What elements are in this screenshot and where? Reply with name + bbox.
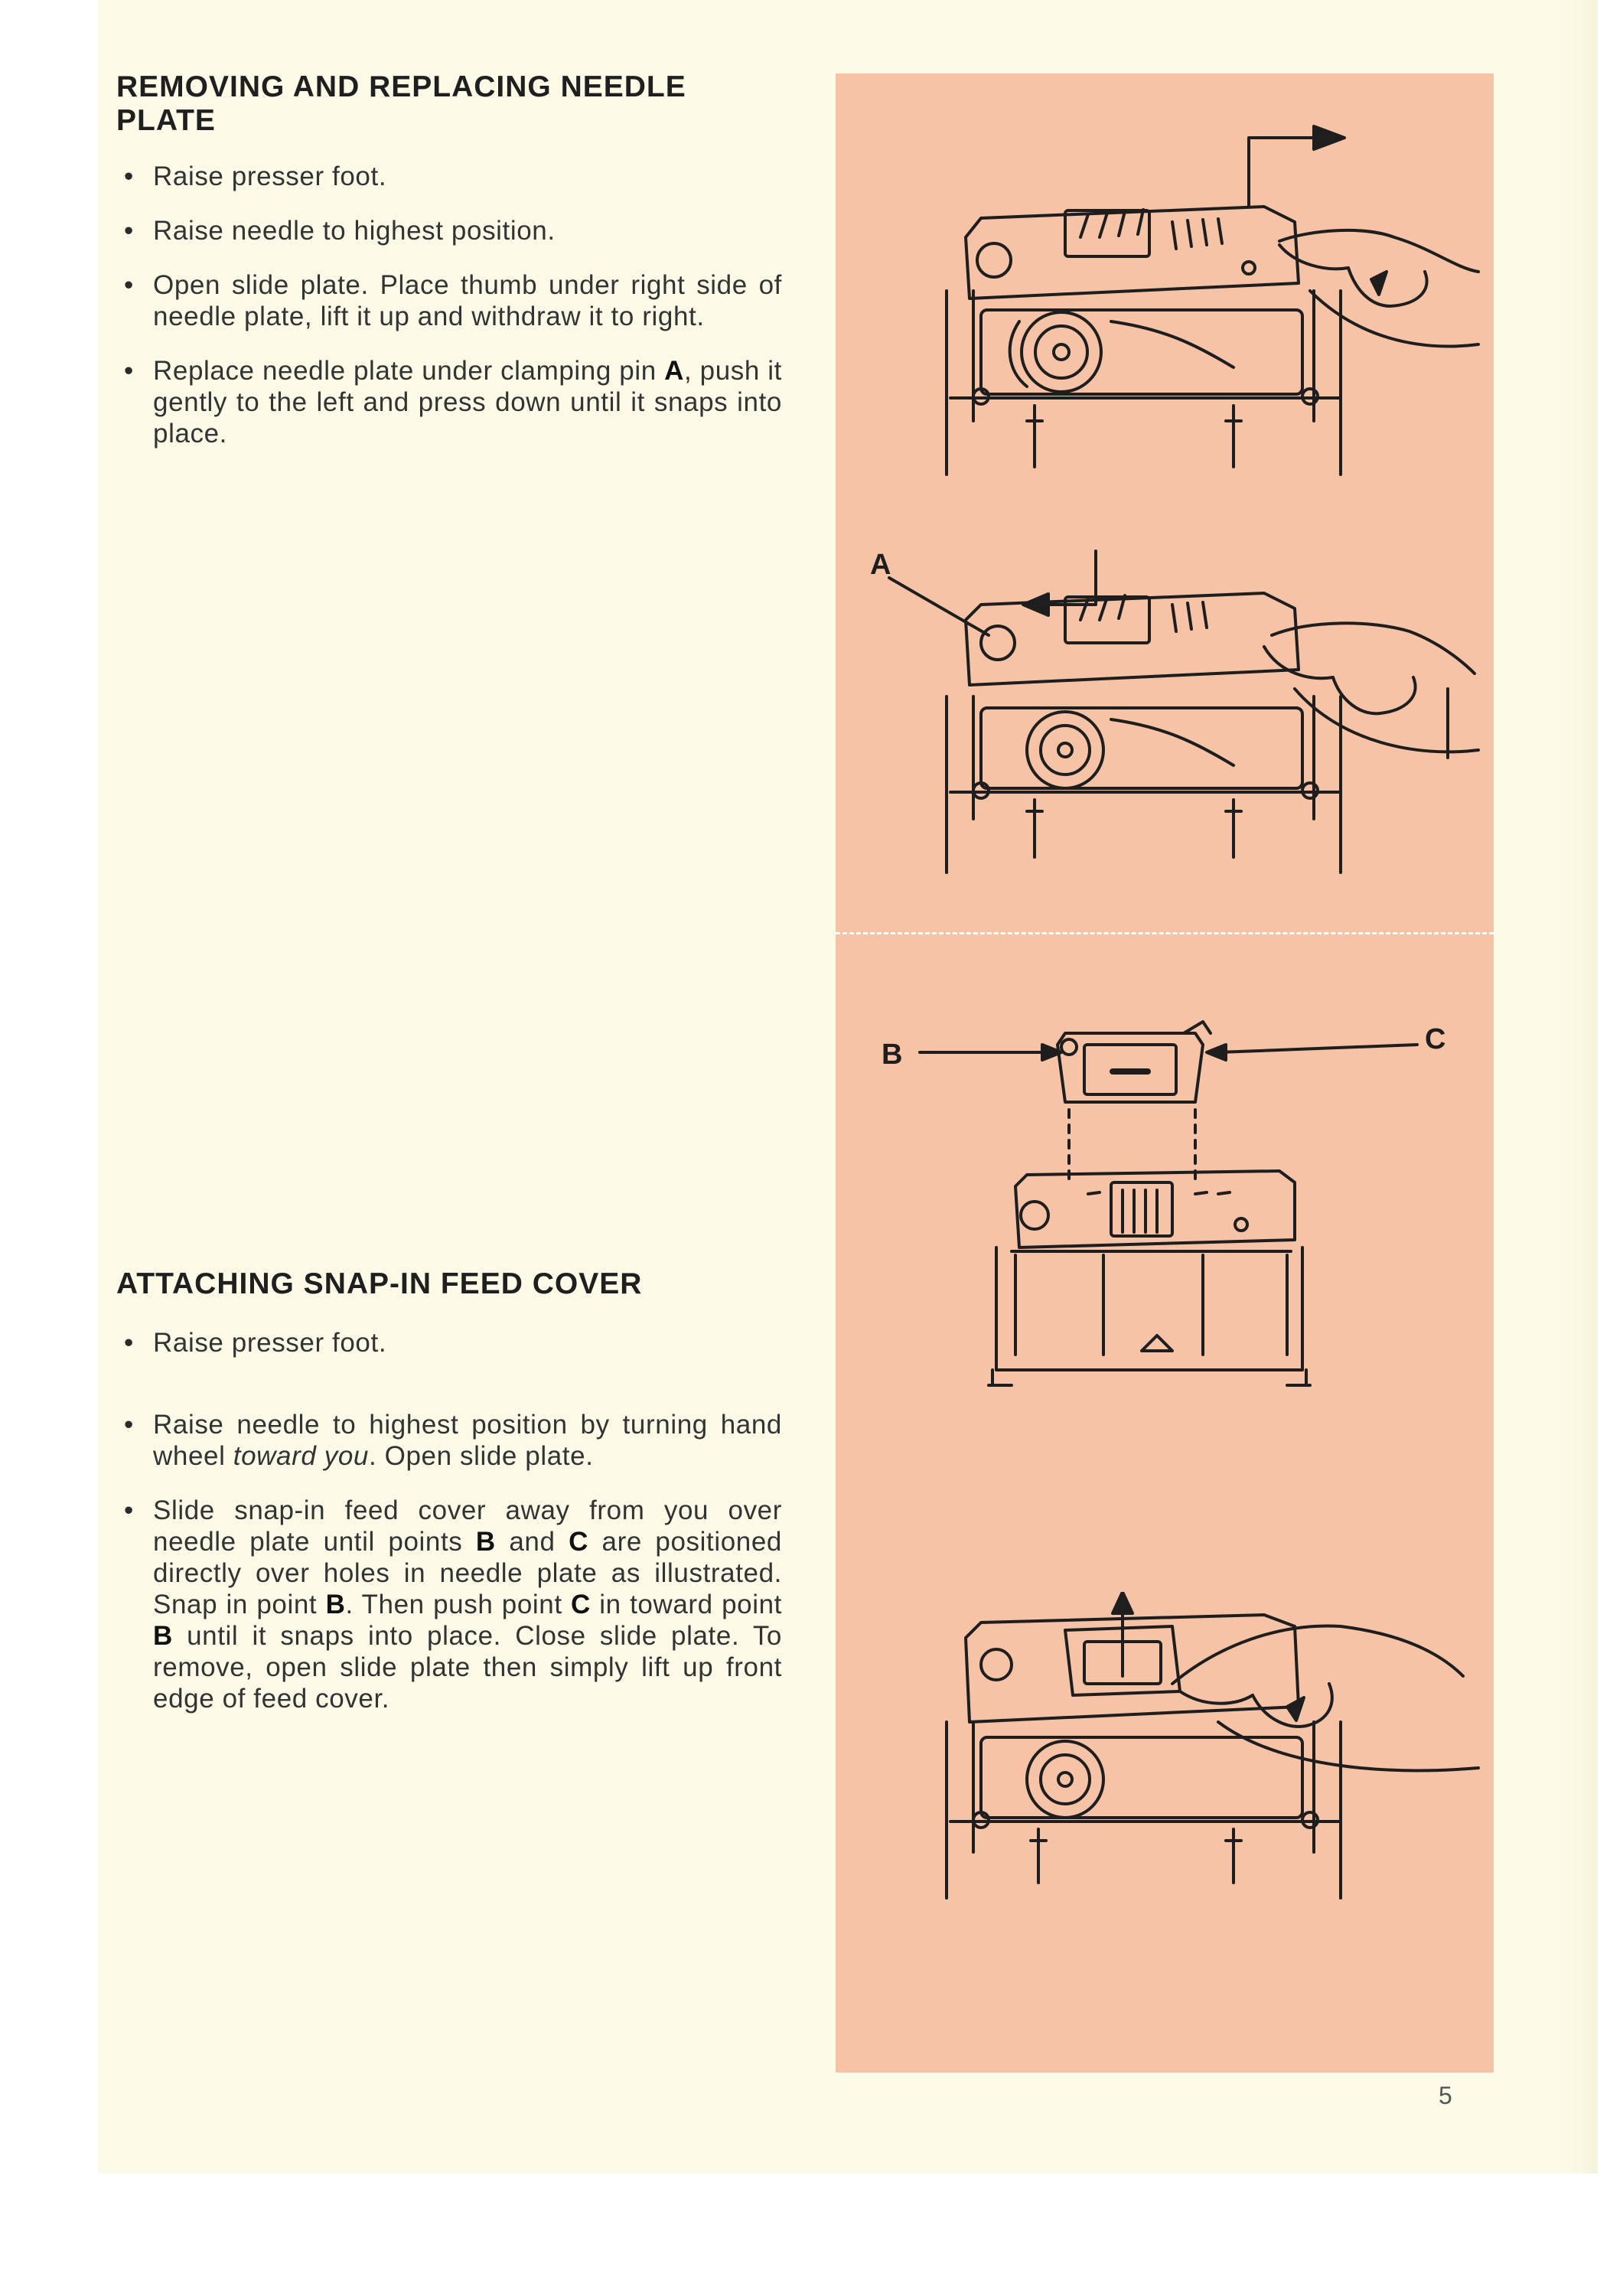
step-text: and: [495, 1527, 569, 1557]
dashed-divider: [836, 932, 1494, 934]
point-label: A: [664, 356, 684, 386]
step-text: in toward point: [590, 1590, 782, 1619]
section-title-needle-plate: [116, 70, 782, 138]
step-item: [116, 269, 782, 332]
point-label: B: [475, 1527, 496, 1557]
step-text: , push it gently to the left and press down until it snaps into place.: [153, 356, 782, 448]
point-label: B: [153, 1621, 173, 1651]
step-text: Raise presser foot.: [153, 161, 387, 191]
step-text: Open slide plate. Place thumb under right side of needle plate, lift it up and withdraw it to right.: [153, 270, 782, 331]
step-item: [116, 1327, 782, 1358]
step-item: [116, 1409, 782, 1472]
illustration-replace-needle-plate: [836, 528, 1494, 888]
step-item: [116, 161, 782, 192]
illustration-feed-cover-alignment: [836, 1003, 1494, 1416]
illustration-remove-needle-plate: [836, 115, 1494, 482]
step-text: . Open slide plate.: [369, 1441, 594, 1471]
step-item: [116, 1495, 782, 1714]
label-a: A: [870, 549, 891, 581]
point-label: B: [325, 1590, 346, 1619]
step-text: . Then push point: [345, 1590, 572, 1619]
section-needle-plate: [116, 70, 782, 449]
page-number: 5: [1439, 2082, 1452, 2109]
page-edge: [1561, 0, 1598, 2174]
point-label: C: [569, 1527, 588, 1557]
step-text: Raise needle to highest position by turning hand wheel: [153, 1410, 782, 1471]
step-text: Slide snap-in feed cover away from you over needle plate until points: [153, 1495, 782, 1557]
emphasis-text: toward you: [233, 1441, 369, 1471]
section-feed-cover: [116, 1267, 782, 1714]
section-title-feed-cover: ATTACHING SNAP-IN FEED COVER: [116, 1267, 643, 1300]
step-list-feed-cover: [116, 1327, 782, 1714]
step-text: Replace needle plate under clamping pin: [153, 356, 665, 386]
step-item: [116, 355, 782, 449]
step-item: [116, 215, 782, 246]
illustration-remove-feed-cover: [836, 1592, 1494, 1913]
section-title-line2: PLATE: [116, 104, 216, 137]
step-text: Raise needle to highest position.: [153, 216, 556, 246]
step-text: are positioned directly over holes in needle plate as illustrated. Snap in point: [153, 1527, 782, 1619]
step-text: until it snaps into place. Close slide plate. To remove, open slide plate then simply lift up front edge of feed cover.: [153, 1621, 782, 1714]
step-text: Raise presser foot.: [153, 1328, 387, 1358]
step-list-needle-plate: [116, 161, 782, 449]
label-c: C: [1425, 1023, 1446, 1055]
point-label: C: [571, 1590, 591, 1619]
label-b: B: [882, 1039, 903, 1071]
section-title-line1: REMOVING AND REPLACING NEEDLE: [116, 70, 686, 103]
